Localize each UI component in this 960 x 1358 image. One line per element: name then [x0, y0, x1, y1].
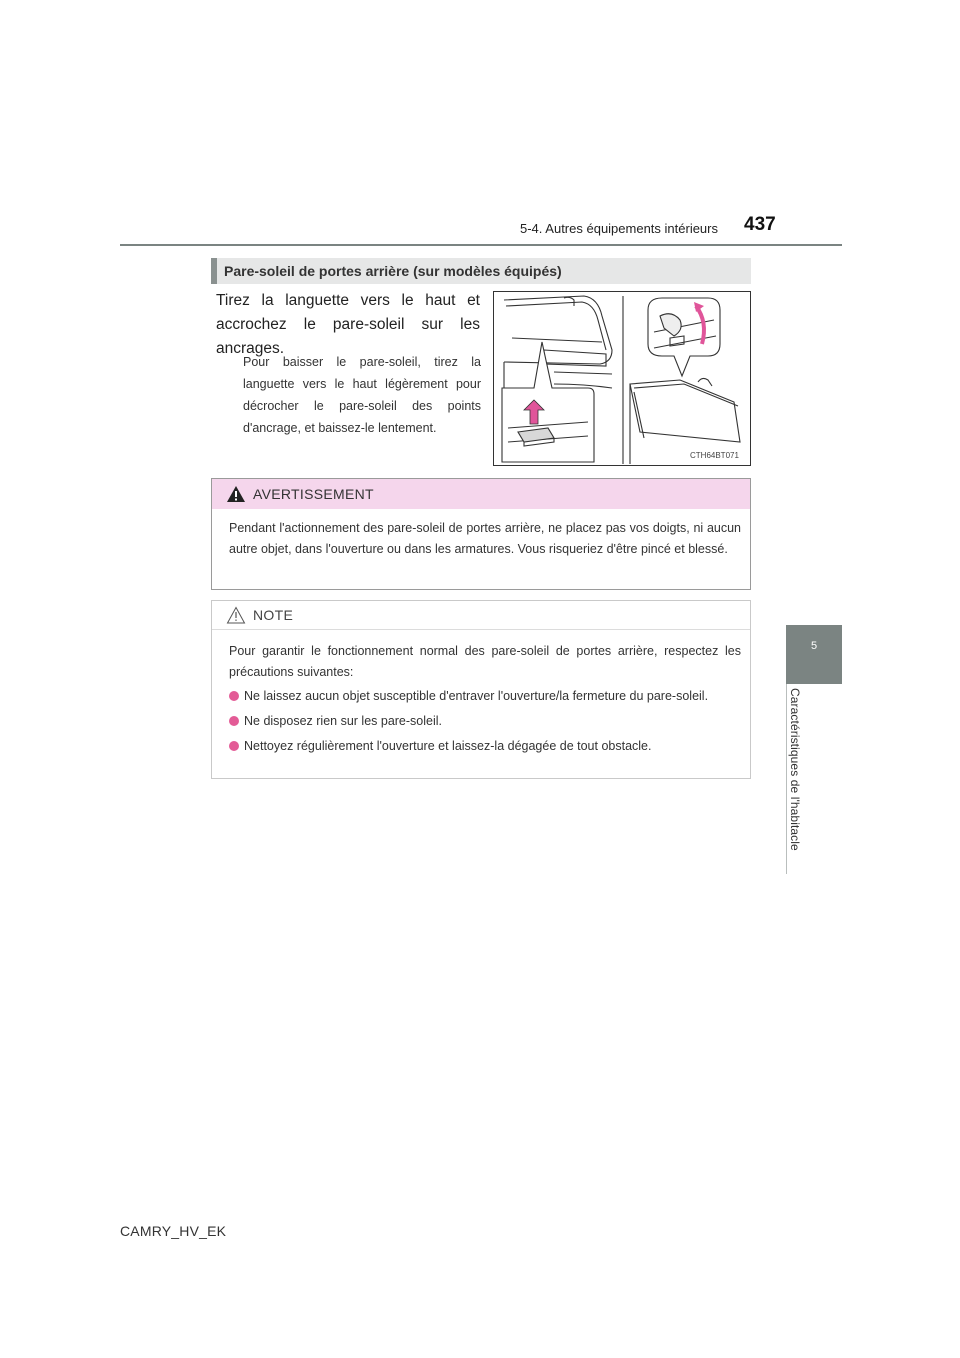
sunshade-illustration-drawing: [494, 292, 750, 465]
chapter-number: 5: [810, 640, 818, 652]
chapter-title: Caractéristiques de l'habitacle: [788, 688, 802, 851]
chapter-title-vertical: [786, 684, 806, 874]
figure-code: CTH64BT071: [690, 451, 739, 460]
note-intro: Pour garantir le fonctionnement normal des pare-soleil de portes arrière, respectez les précautions suivantes:: [229, 644, 741, 679]
header-divider: [120, 244, 842, 246]
footer-model-code: CAMRY_HV_EK: [120, 1223, 227, 1239]
bullet-icon: [229, 741, 239, 751]
warning-triangle-icon: [226, 485, 246, 503]
note-list-item: [229, 711, 741, 732]
instruction-text: Tirez la languette vers le haut et accrochez le pare-soleil sur les ancrages.: [216, 292, 480, 357]
warning-triangle-icon-glyph: [226, 485, 246, 503]
section-heading: Pare-soleil de portes arrière (sur modèles équipés): [224, 263, 562, 279]
bullet-icon: [229, 691, 239, 701]
bullet-icon: [229, 716, 239, 726]
note-title: NOTE: [253, 607, 294, 623]
section-heading-accent: [211, 258, 217, 284]
header-section-title: 5-4. Autres équipements intérieurs: [520, 221, 718, 236]
caution-outline-icon: [226, 606, 246, 624]
note-item-text: Ne laissez aucun objet susceptible d'entraver l'ouverture/la fermeture du pare-soleil.: [244, 689, 709, 703]
warning-title: AVERTISSEMENT: [253, 486, 374, 502]
note-item-text: Ne disposez rien sur les pare-soleil.: [244, 714, 443, 728]
warning-text: Pendant l'actionnement des pare-soleil de portes arrière, ne placez pas vos doigts, ni aucun autre objet, dans l'ouverture ou dans les armatures. Vous risqueriez d'être pincé et blessé.: [229, 521, 741, 556]
sunshade-illustration: [493, 291, 751, 466]
chapter-tab: [786, 625, 842, 684]
note-list: [229, 686, 741, 761]
note-header-divider: [212, 629, 750, 630]
page-number: 437: [744, 214, 776, 235]
caution-outline-icon-glyph: [226, 606, 246, 624]
note-item-text: Nettoyez régulièrement l'ouverture et laissez-la dégagée de tout obstacle.: [244, 739, 652, 753]
instruction-subtext: Pour baisser le pare-soleil, tirez la languette vers le haut légèrement pour décrocher le pare-soleil des points d'ancrage, et baissez-le lentement.: [243, 355, 481, 435]
note-list-item: [229, 686, 741, 707]
note-list-item: [229, 736, 741, 757]
